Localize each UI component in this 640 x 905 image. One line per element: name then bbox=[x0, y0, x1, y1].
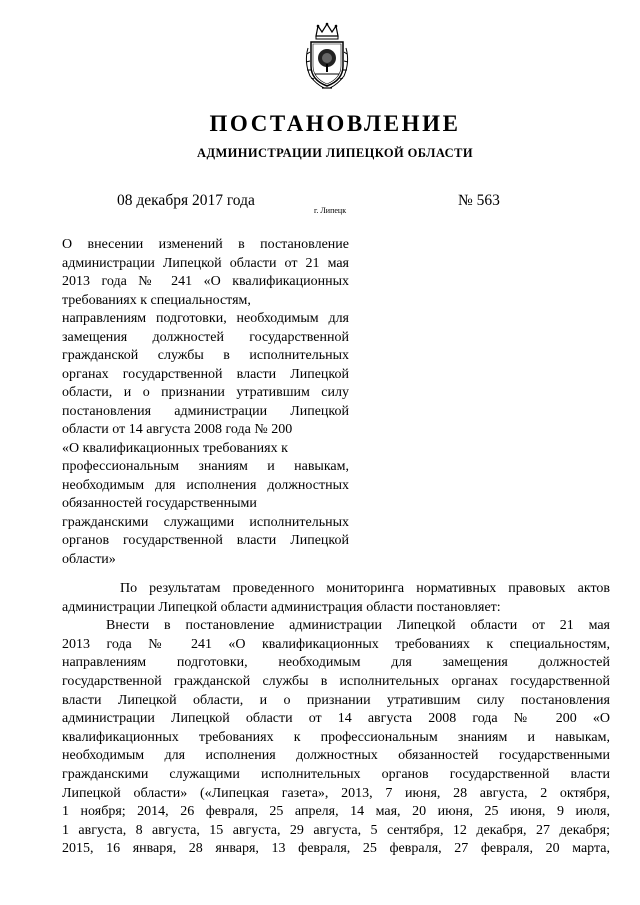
subject-line: направлениям подготовки, необходимым для bbox=[62, 311, 349, 326]
subject-line: О внесении изменений в постановление bbox=[62, 237, 349, 252]
subject-line: гражданской службы в исполнительных bbox=[62, 348, 349, 363]
subject-line: органах государственной власти Липецкой bbox=[62, 366, 349, 382]
body-line: государственной гражданской службы в исполнительных органах государственной bbox=[62, 673, 610, 689]
subject-line: замещения должностей государственной bbox=[62, 329, 349, 345]
subject-line: «О квалификационных требованиях к bbox=[62, 440, 288, 456]
body-line: направлениям подготовки, необходимым для замещения должностей bbox=[62, 655, 610, 671]
body-line: По результатам проведенного мониторинга нормативных правовых актов bbox=[120, 581, 610, 596]
subject-line: необходимым для исполнения должностных bbox=[62, 477, 349, 493]
body-line: 1 августа, 8 августа, 15 августа, 29 августа, 5 сентября, 12 декабря, 27 декабря; bbox=[62, 822, 610, 838]
body-line: гражданскими служащими исполнительных органов государственной власти bbox=[62, 766, 610, 782]
subject-line: профессиональным знаниям и навыкам, bbox=[62, 459, 349, 474]
body-line: 2015, 16 января, 28 января, 13 февраля, 25 февраля, 27 февраля, 20 марта, bbox=[62, 841, 610, 857]
body-line: 2013 года № 241 «О квалификационных требованиях к специальностям, bbox=[62, 636, 610, 652]
document-city: г. Липецк bbox=[314, 206, 347, 215]
body-line: квалификационных требованиях к профессиональным знаниям и навыкам, bbox=[62, 729, 610, 745]
document-subject bbox=[62, 236, 349, 569]
subject-line: области от 14 августа 2008 года № 200 bbox=[62, 422, 293, 437]
body-line: 1 ноября; 2014, 26 февраля, 25 апреля, 14 мая, 20 июня, 25 июня, 9 июля, bbox=[62, 804, 610, 820]
document-subtitle: АДМИНИСТРАЦИИ ЛИПЕЦКОЙ ОБЛАСТИ bbox=[197, 146, 473, 160]
subject-line: гражданскими служащими исполнительных bbox=[62, 514, 349, 530]
subject-line: постановления администрации Липецкой bbox=[62, 403, 349, 419]
subject-line: области, и о признании утратившим силу bbox=[62, 385, 349, 400]
document-date: 08 декабря 2017 года bbox=[117, 192, 255, 209]
body-line: власти Липецкой области, и о признании утратившим силу постановления bbox=[62, 692, 610, 708]
document-title: ПОСТАНОВЛЕНИЕ bbox=[209, 111, 461, 136]
body-line: Внести в постановление администрации Липецкой области от 21 мая bbox=[106, 618, 610, 634]
document-number: № 563 bbox=[458, 192, 500, 209]
body-line: администрации Липецкой области администрация области постановляет: bbox=[62, 599, 501, 615]
document-body bbox=[62, 580, 610, 859]
subject-line: обязанностей государственными bbox=[62, 496, 257, 511]
subject-line: администрации Липецкой области от 21 мая bbox=[62, 255, 349, 271]
body-line: администрации Липецкой области от 14 августа 2008 года № 200 «О bbox=[62, 711, 610, 727]
subject-line: требованиях к специальностям, bbox=[62, 292, 251, 308]
subject-line: области» bbox=[62, 551, 116, 567]
subject-line: органов государственной власти Липецкой bbox=[62, 533, 349, 548]
body-line: необходимым для исполнения должностных обязанностей государственными bbox=[62, 748, 610, 764]
subject-line: 2013 года № 241 «О квалификационных bbox=[62, 274, 349, 289]
coat-of-arms-emblem bbox=[302, 22, 352, 90]
body-line: Липецкой области» («Липецкая газета», 2013, 7 июня, 28 августа, 2 октября, bbox=[62, 785, 610, 801]
